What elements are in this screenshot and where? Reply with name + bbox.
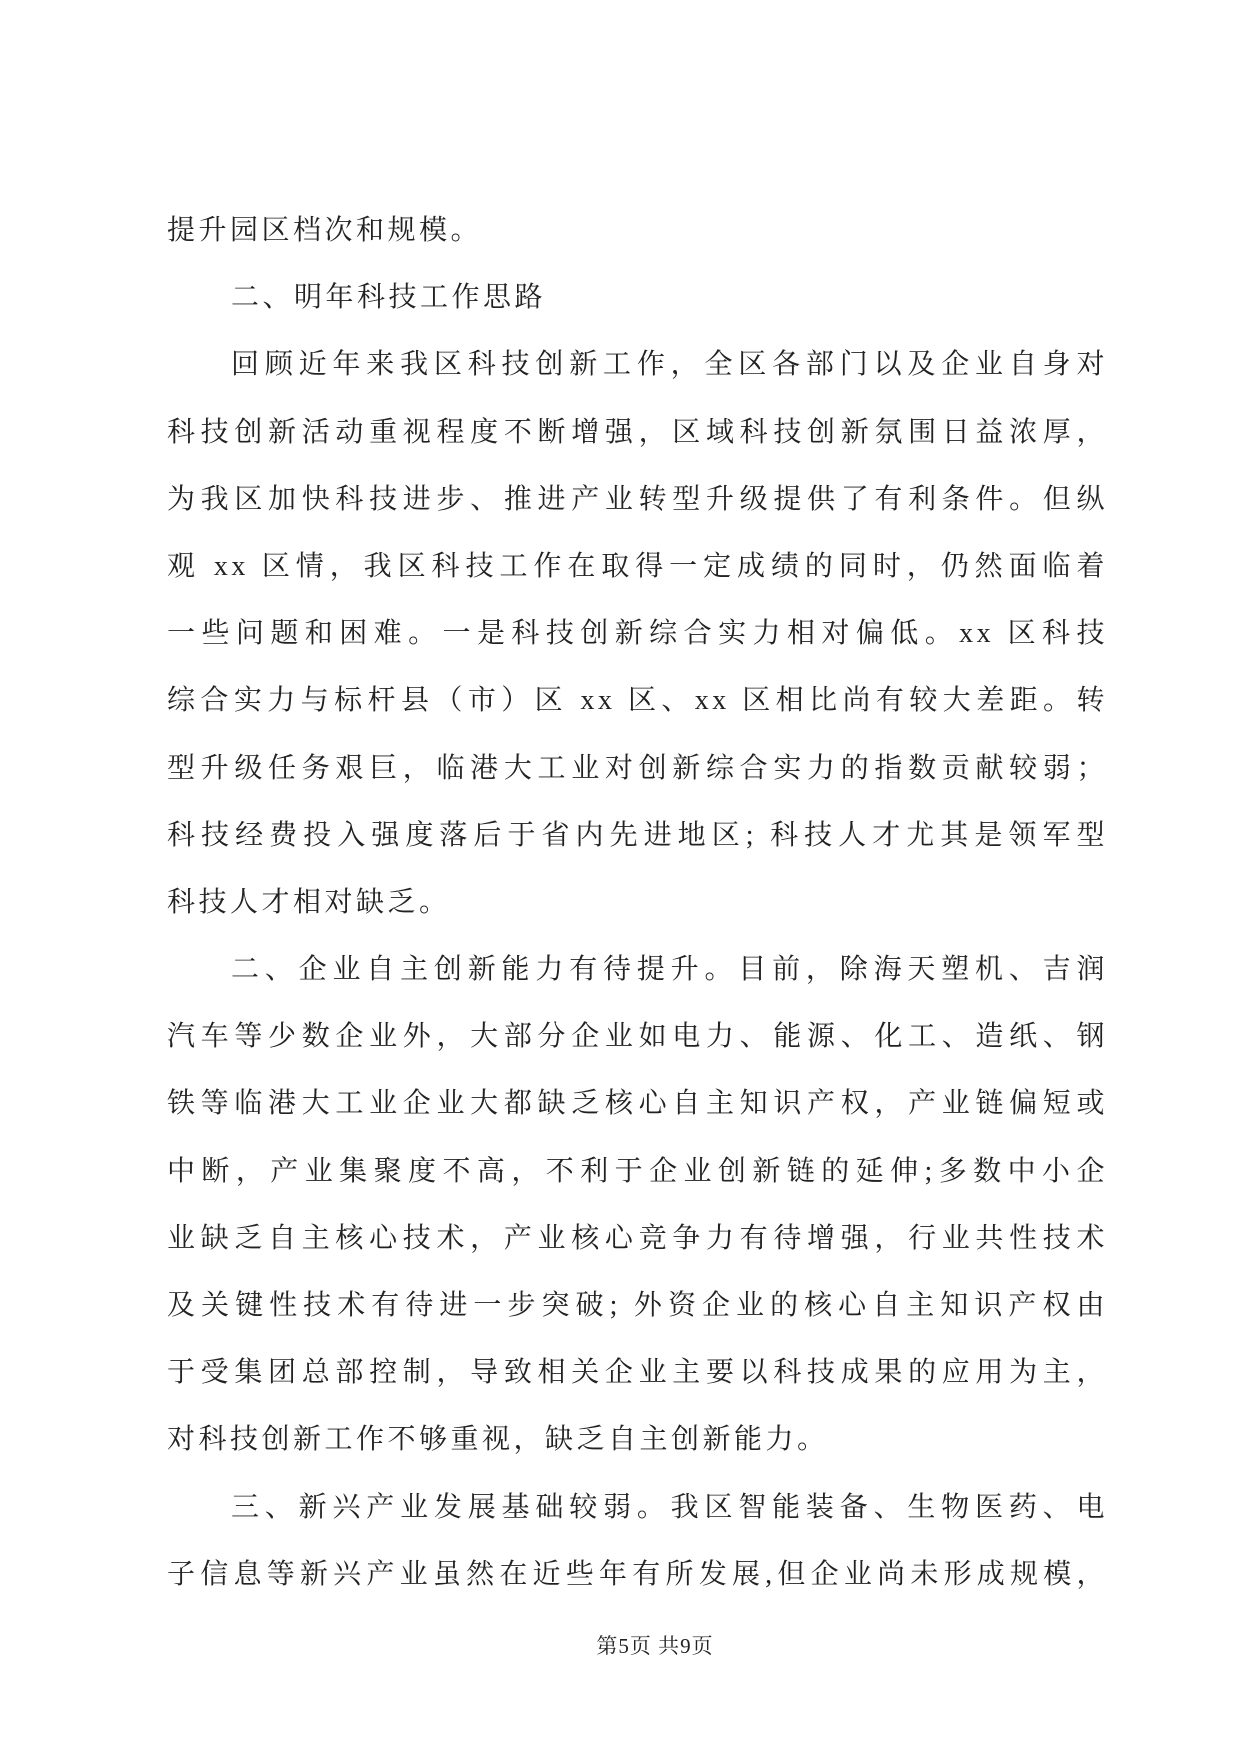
document-body bbox=[167, 197, 1108, 1608]
text-line: 科技人才相对缺乏。 bbox=[167, 886, 451, 918]
paragraph bbox=[167, 331, 1108, 936]
text-line: 为我区加快科技进步、推进产业转型升级提供了有利条件。但纵 bbox=[167, 483, 1108, 515]
text-line: 三、新兴产业发展基础较弱。我区智能装备、生物医药、电 bbox=[231, 1491, 1108, 1523]
text-line: 及关键性技术有待进一步突破; 外资企业的核心自主知识产权由 bbox=[167, 1290, 1108, 1321]
paragraph bbox=[167, 936, 1108, 1474]
text-line: 型升级任务艰巨，临港大工业对创新综合实力的指数贡献较弱； bbox=[167, 752, 1108, 784]
paragraph-continuation bbox=[167, 197, 1108, 264]
text-line: 于受集团总部控制，导致相关企业主要以科技成果的应用为主， bbox=[167, 1357, 1108, 1389]
text-line: 科技经费投入强度落后于省内先进地区; 科技人才尤其是领军型 bbox=[167, 819, 1108, 851]
text-line: 子信息等新兴产业虽然在近些年有所发展,但企业尚未形成规模， bbox=[167, 1558, 1108, 1590]
text-line: 业缺乏自主核心技术，产业核心竞争力有待增强，行业共性技术 bbox=[167, 1222, 1108, 1254]
text-line: 一些问题和困难。一是科技创新综合实力相对偏低。xx 区科技 bbox=[167, 618, 1108, 650]
text-line: 提升园区档次和规模。 bbox=[167, 215, 483, 246]
text-line: 中断，产业集聚度不高，不利于企业创新链的延伸;多数中小企 bbox=[167, 1155, 1108, 1187]
text-line: 观 xx 区情，我区科技工作在取得一定成绩的同时，仍然面临着 bbox=[167, 550, 1108, 582]
text-line: 二、企业自主创新能力有待提升。目前，除海天塑机、吉润 bbox=[231, 954, 1108, 986]
section-heading-text: 二、明年科技工作思路 bbox=[231, 282, 547, 314]
section-heading bbox=[167, 264, 1108, 331]
text-line: 回顾近年来我区科技创新工作，全区各部门以及企业自身对 bbox=[231, 349, 1108, 381]
text-line: 综合实力与标杆县（市）区 xx 区、xx 区相比尚有较大差距。转 bbox=[167, 685, 1108, 717]
text-line: 科技创新活动重视程度不断增强，区域科技创新氛围日益浓厚， bbox=[167, 416, 1108, 448]
text-line: 铁等临港大工业企业大都缺乏核心自主知识产权，产业链偏短或 bbox=[167, 1088, 1108, 1120]
page-number-footer: 第5页 共9页 bbox=[596, 1634, 714, 1658]
text-line: 对科技创新工作不够重视，缺乏自主创新能力。 bbox=[167, 1424, 829, 1456]
paragraph bbox=[167, 1474, 1108, 1608]
text-line: 汽车等少数企业外，大部分企业如电力、能源、化工、造纸、钢 bbox=[167, 1021, 1108, 1053]
